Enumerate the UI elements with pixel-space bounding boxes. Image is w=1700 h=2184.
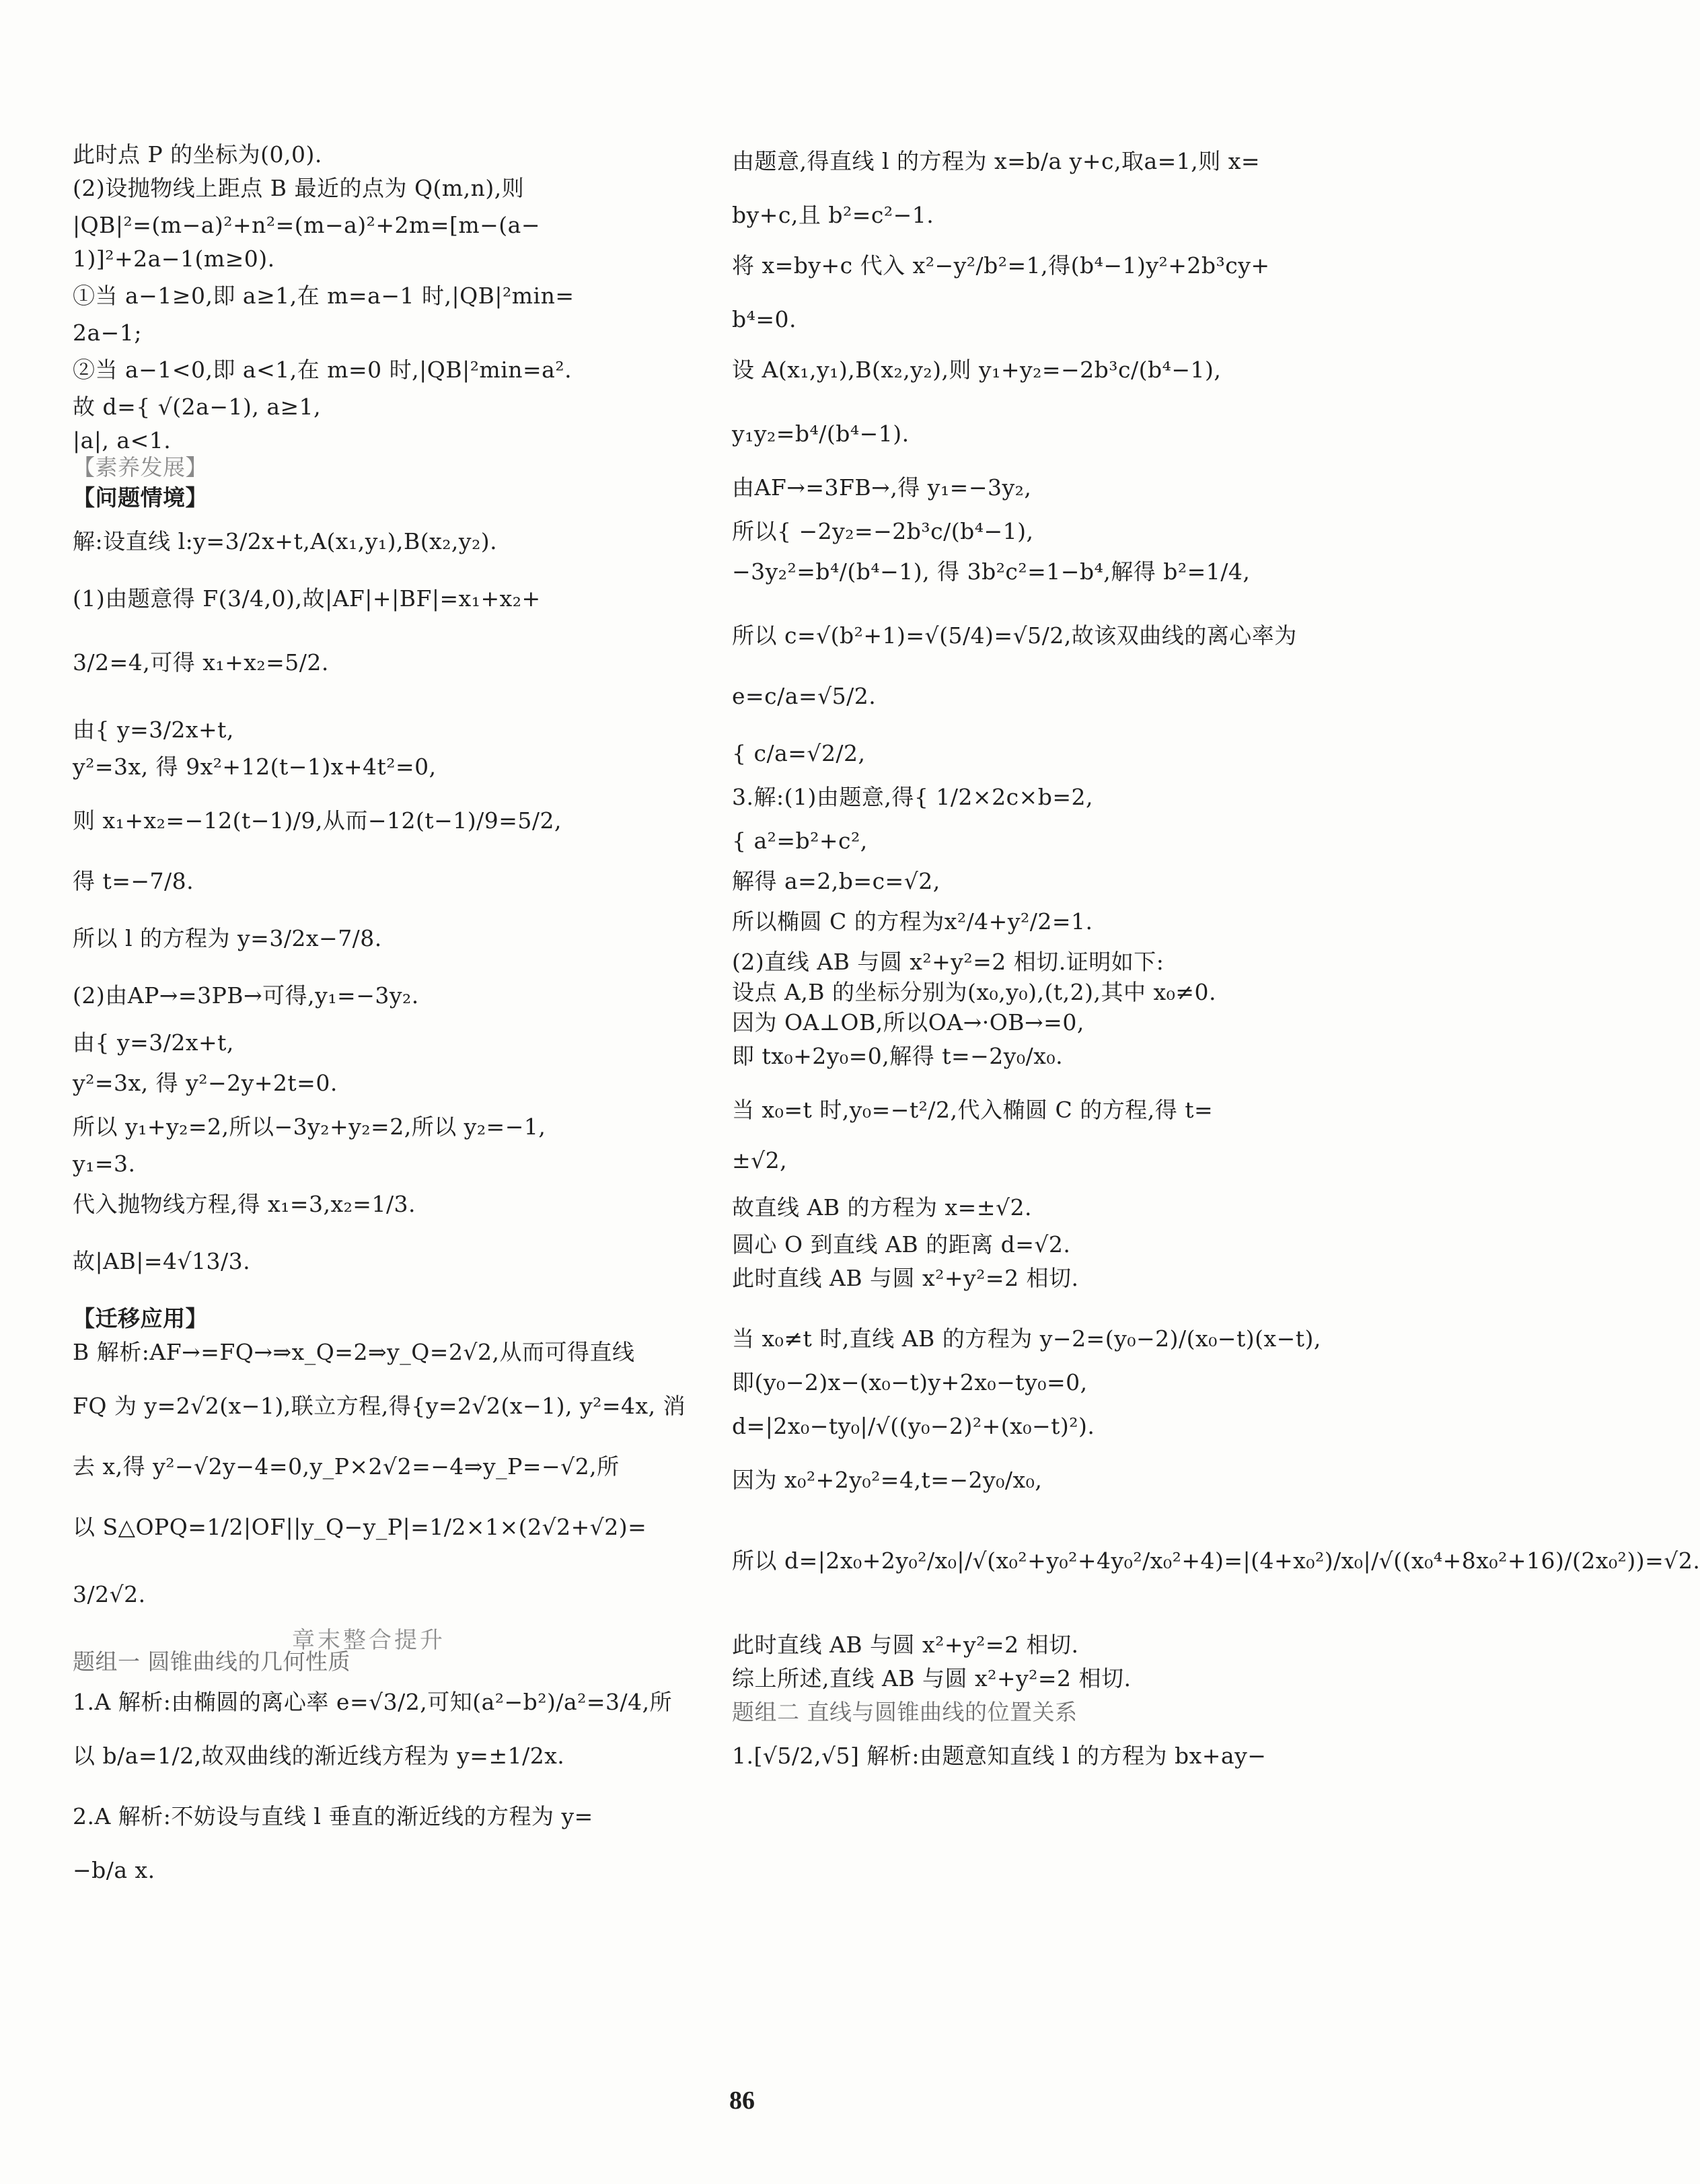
left-column-line: 【问题情境】 <box>73 484 208 511</box>
left-column-line: 1)]²+2a−1(m≥0). <box>73 246 275 272</box>
left-column-line: |QB|²=(m−a)²+n²=(m−a)²+2m=[m−(a− <box>73 212 540 238</box>
right-column-line: 当 x₀=t 时,y₀=−t²/2,代入椭圆 C 的方程,得 t= <box>732 1097 1214 1123</box>
right-column-line: b⁴=0. <box>732 306 797 332</box>
left-column-line: 则 x₁+x₂=−12(t−1)/9,从而−12(t−1)/9=5/2, <box>73 807 562 834</box>
right-column-line: −3y₂²=b⁴/(b⁴−1), 得 3b²c²=1−b⁴,解得 b²=1/4, <box>732 558 1251 585</box>
right-column-line: ±√2, <box>732 1147 788 1173</box>
right-column-line: 综上所述,直线 AB 与圆 x²+y²=2 相切. <box>732 1665 1132 1691</box>
right-column-line: e=c/a=√5/2. <box>732 683 877 709</box>
left-column-line: 所以 l 的方程为 y=3/2x−7/8. <box>73 925 382 951</box>
left-column-line: 所以 y₁+y₂=2,所以−3y₂+y₂=2,所以 y₂=−1, <box>73 1114 546 1140</box>
left-column-line: 3/2√2. <box>73 1581 146 1607</box>
right-column-line: y₁y₂=b⁴/(b⁴−1). <box>732 421 910 447</box>
right-column-line: 将 x=by+c 代入 x²−y²/b²=1,得(b⁴−1)y²+2b³cy+ <box>732 252 1270 279</box>
right-column-line: 设点 A,B 的坐标分别为(x₀,y₀),(t,2),其中 x₀≠0. <box>732 979 1216 1005</box>
right-column-line: 由AF→=3FB→,得 y₁=−3y₂, <box>732 474 1032 501</box>
left-column-line: 2.A 解析:不妨设与直线 l 垂直的渐近线的方程为 y= <box>73 1803 593 1829</box>
left-column-line: 由{ y=3/2x+t, <box>73 1029 234 1056</box>
left-column-line: 故|AB|=4√13/3. <box>73 1248 251 1274</box>
left-column-line: (1)由题意得 F(3/4,0),故|AF|+|BF|=x₁+x₂+ <box>73 585 541 612</box>
right-column-line: 即(y₀−2)x−(x₀−t)y+2x₀−ty₀=0, <box>732 1369 1088 1395</box>
left-column-line: ②当 a−1<0,即 a<1,在 m=0 时,|QB|²min=a². <box>73 357 572 383</box>
right-column-line: 题组二 直线与圆锥曲线的位置关系 <box>732 1699 1078 1725</box>
left-column-line: 由{ y=3/2x+t, <box>73 717 234 743</box>
left-column-line: 2a−1; <box>73 320 142 346</box>
left-column-line: y₁=3. <box>73 1151 136 1177</box>
left-column-line: 得 t=−7/8. <box>73 868 194 894</box>
left-column-line: 以 S△OPQ=1/2|OF||y_Q−y_P|=1/2×1×(2√2+√2)= <box>73 1514 647 1540</box>
right-column-line: 此时直线 AB 与圆 x²+y²=2 相切. <box>732 1265 1079 1291</box>
right-column-line: { a²=b²+c², <box>732 828 868 854</box>
left-column-line: 章末整合提升 <box>292 1627 445 1654</box>
right-column-line: { c/a=√2/2, <box>732 740 866 766</box>
right-column-line: 1.[√5/2,√5] 解析:由题意知直线 l 的方程为 bx+ay− <box>732 1743 1267 1769</box>
right-column-line: (2)直线 AB 与圆 x²+y²=2 相切.证明如下: <box>732 949 1165 975</box>
left-column-line: 【迁移应用】 <box>73 1305 208 1332</box>
left-column-line: FQ 为 y=2√2(x−1),联立方程,得{y=2√2(x−1), y²=4x, 消 <box>73 1393 686 1419</box>
right-column-line: 因为 x₀²+2y₀²=4,t=−2y₀/x₀, <box>732 1467 1043 1493</box>
left-column-line: (2)设抛物线上距点 B 最近的点为 Q(m,n),则 <box>73 175 525 201</box>
right-column-line: 所以 c=√(b²+1)=√(5/4)=√5/2,故该双曲线的离心率为 <box>732 622 1297 649</box>
left-column-line: B 解析:AF→=FQ→⇒x_Q=2⇒y_Q=2√2,从而可得直线 <box>73 1339 635 1365</box>
left-column-line: y²=3x, 得 y²−2y+2t=0. <box>73 1070 338 1096</box>
left-column-line: 此时点 P 的坐标为(0,0). <box>73 141 322 168</box>
right-column-line: by+c,且 b²=c²−1. <box>732 202 934 228</box>
left-column-line: −b/a x. <box>73 1857 155 1883</box>
right-column-line: 解得 a=2,b=c=√2, <box>732 868 940 894</box>
right-column-line: 所以{ −2y₂=−2b³c/(b⁴−1), <box>732 518 1034 544</box>
left-column-line: 去 x,得 y²−√2y−4=0,y_P×2√2=−4⇒y_P=−√2,所 <box>73 1453 620 1480</box>
left-column-line: 1.A 解析:由椭圆的离心率 e=√3/2,可知(a²−b²)/a²=3/4,所 <box>73 1689 673 1715</box>
left-column-line: 3/2=4,可得 x₁+x₂=5/2. <box>73 649 329 676</box>
right-column-line: 即 tx₀+2y₀=0,解得 t=−2y₀/x₀. <box>732 1043 1064 1069</box>
left-column-line: y²=3x, 得 9x²+12(t−1)x+4t²=0, <box>73 754 437 780</box>
right-column-line: 所以 d=|2x₀+2y₀²/x₀|/√(x₀²+y₀²+4y₀²/x₀²+4)=|(4+x₀²)/x₀|/√((x₀⁴+8x₀²+16)/(2x₀²))=√2. <box>732 1548 1700 1574</box>
right-column-line: 所以椭圆 C 的方程为x²/4+y²/2=1. <box>732 908 1093 935</box>
left-column-line: 解:设直线 l:y=3/2x+t,A(x₁,y₁),B(x₂,y₂). <box>73 528 498 554</box>
right-column-line: 当 x₀≠t 时,直线 AB 的方程为 y−2=(y₀−2)/(x₀−t)(x−t), <box>732 1325 1321 1352</box>
left-column-line: 【素养发展】 <box>73 454 208 480</box>
right-column-line: d=|2x₀−ty₀|/√((y₀−2)²+(x₀−t)²). <box>732 1413 1095 1439</box>
right-column-line: 此时直线 AB 与圆 x²+y²=2 相切. <box>732 1632 1079 1658</box>
page-number: 86 <box>729 2086 755 2115</box>
left-column-line: 故 d={ √(2a−1), a≥1, <box>73 394 322 420</box>
left-column-line: |a|, a<1. <box>73 427 172 453</box>
left-column-line: 题组一 圆锥曲线的几何性质 <box>73 1648 350 1675</box>
right-column-line: 3.解:(1)由题意,得{ 1/2×2c×b=2, <box>732 784 1093 810</box>
left-column-line: 代入抛物线方程,得 x₁=3,x₂=1/3. <box>73 1191 416 1217</box>
right-column-line: 设 A(x₁,y₁),B(x₂,y₂),则 y₁+y₂=−2b³c/(b⁴−1), <box>732 357 1222 383</box>
right-column-line: 圆心 O 到直线 AB 的距离 d=√2. <box>732 1231 1071 1258</box>
right-column-line: 因为 OA⊥OB,所以OA→·OB→=0, <box>732 1009 1084 1035</box>
right-column-line: 故直线 AB 的方程为 x=±√2. <box>732 1194 1032 1221</box>
left-column-line: ①当 a−1≥0,即 a≥1,在 m=a−1 时,|QB|²min= <box>73 283 575 309</box>
left-column-line: 以 b/a=1/2,故双曲线的渐近线方程为 y=±1/2x. <box>73 1743 565 1769</box>
right-column-line: 由题意,得直线 l 的方程为 x=b/a y+c,取a=1,则 x= <box>732 148 1261 174</box>
left-column-line: (2)由AP→=3PB→可得,y₁=−3y₂. <box>73 982 419 1009</box>
